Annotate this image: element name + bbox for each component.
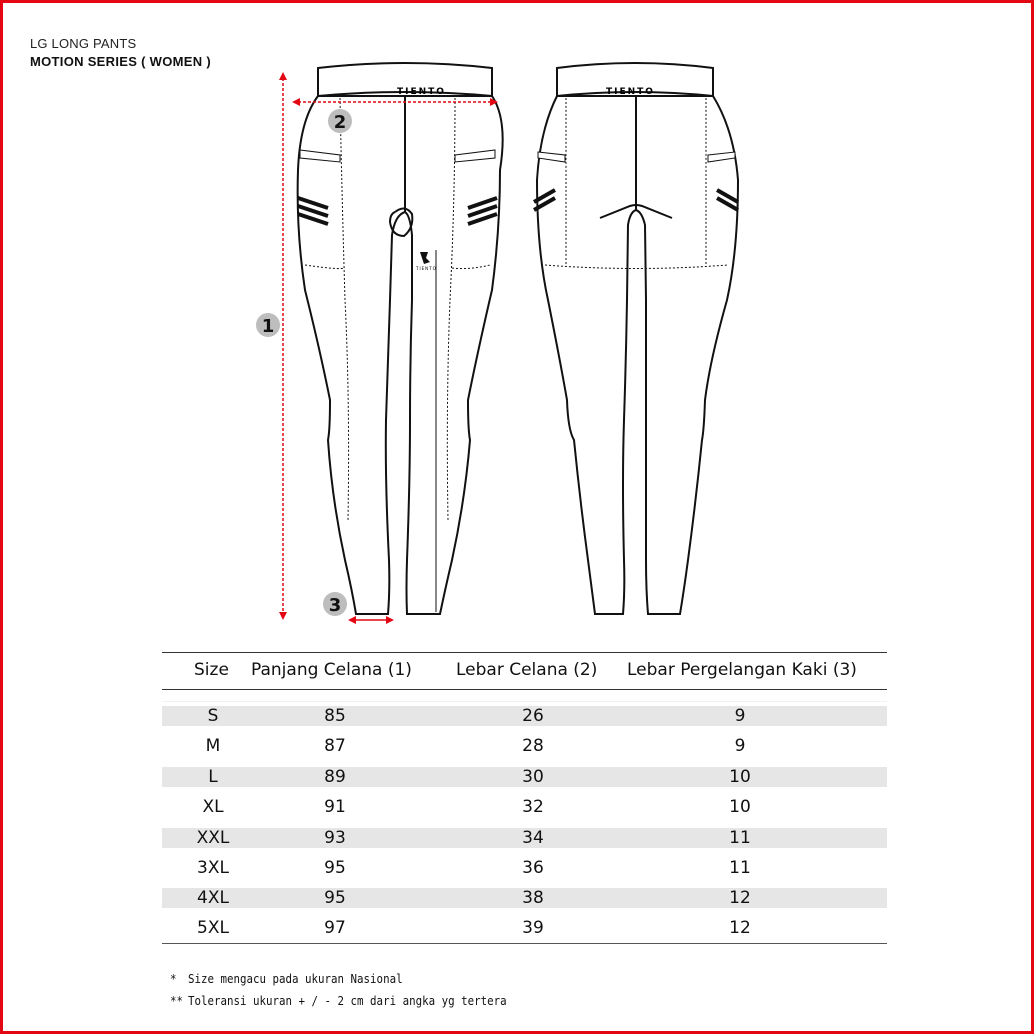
cell-size: L: [208, 767, 218, 787]
cell-length: 85: [324, 706, 346, 726]
cell-size: 4XL: [197, 888, 229, 908]
front-view-pants: [298, 63, 503, 614]
svg-text:1: 1: [261, 316, 275, 337]
table-row: [162, 888, 887, 908]
length-measure-line: [279, 72, 287, 620]
cell-ankle: 11: [729, 828, 751, 848]
marker-ankle: [323, 592, 347, 616]
ankle-measure-line: [348, 616, 394, 624]
cell-size: S: [207, 706, 219, 726]
footnote-2-mark: **: [170, 994, 184, 1008]
cell-ankle: 11: [729, 858, 751, 878]
product-series: MOTION SERIES ( WOMEN ): [30, 54, 211, 69]
footnote-2: [170, 994, 507, 1008]
cell-ankle: 12: [729, 888, 751, 908]
table-row: [162, 828, 887, 848]
cell-length: 89: [324, 767, 346, 787]
header-size: Size: [194, 660, 229, 680]
cell-ankle: 12: [729, 918, 751, 938]
footnote-2-text: Toleransi ukuran + / - 2 cm dari angka yg tertera: [188, 994, 507, 1008]
cell-length: 93: [324, 828, 346, 848]
footnote-1: [170, 972, 403, 986]
marker-width: [328, 109, 352, 133]
footnote-1-text: Size mengacu pada ukuran Nasional: [188, 972, 403, 986]
cell-size: XXL: [196, 828, 230, 848]
cell-width: 36: [522, 858, 544, 878]
cell-width: 26: [522, 706, 544, 726]
cell-size: 3XL: [197, 858, 229, 878]
cell-size: M: [205, 736, 221, 756]
front-emblem-text: TIENTO: [416, 266, 437, 271]
cell-width: 30: [522, 767, 544, 787]
cell-width: 38: [522, 888, 544, 908]
svg-text:2: 2: [333, 112, 347, 133]
cell-length: 97: [324, 918, 346, 938]
cell-length: 95: [324, 858, 346, 878]
back-view-pants: [537, 63, 738, 614]
svg-text:3: 3: [328, 595, 342, 616]
row-separator: [162, 701, 887, 702]
cell-width: 34: [522, 828, 544, 848]
footnote-1-mark: *: [170, 972, 177, 986]
header-width: Lebar Celana (2): [456, 660, 598, 680]
cell-ankle: 10: [729, 767, 751, 787]
cell-ankle: 9: [734, 706, 746, 726]
cell-size: XL: [202, 797, 224, 817]
cell-width: 39: [522, 918, 544, 938]
cell-length: 91: [324, 797, 346, 817]
table-row: [162, 767, 887, 787]
table-row: [162, 918, 887, 938]
cell-width: 28: [522, 736, 544, 756]
cell-ankle: 9: [734, 736, 746, 756]
header-length: Panjang Celana (1): [251, 660, 412, 680]
back-waistband-logo: TIENTO: [606, 87, 655, 97]
cell-length: 87: [324, 736, 346, 756]
cell-size: 5XL: [197, 918, 229, 938]
front-waistband-logo: TIENTO: [397, 87, 446, 97]
cell-length: 95: [324, 888, 346, 908]
product-title: LG LONG PANTS: [30, 36, 137, 51]
table-header: [162, 652, 887, 690]
table-row: [162, 706, 887, 726]
table-row: [162, 797, 887, 817]
marker-length: [256, 313, 280, 337]
cell-ankle: 10: [729, 797, 751, 817]
table-row: [162, 858, 887, 878]
header-ankle: Lebar Pergelangan Kaki (3): [627, 660, 857, 680]
table-row: [162, 736, 887, 756]
table-bottom-rule: [162, 943, 887, 944]
cell-width: 32: [522, 797, 544, 817]
